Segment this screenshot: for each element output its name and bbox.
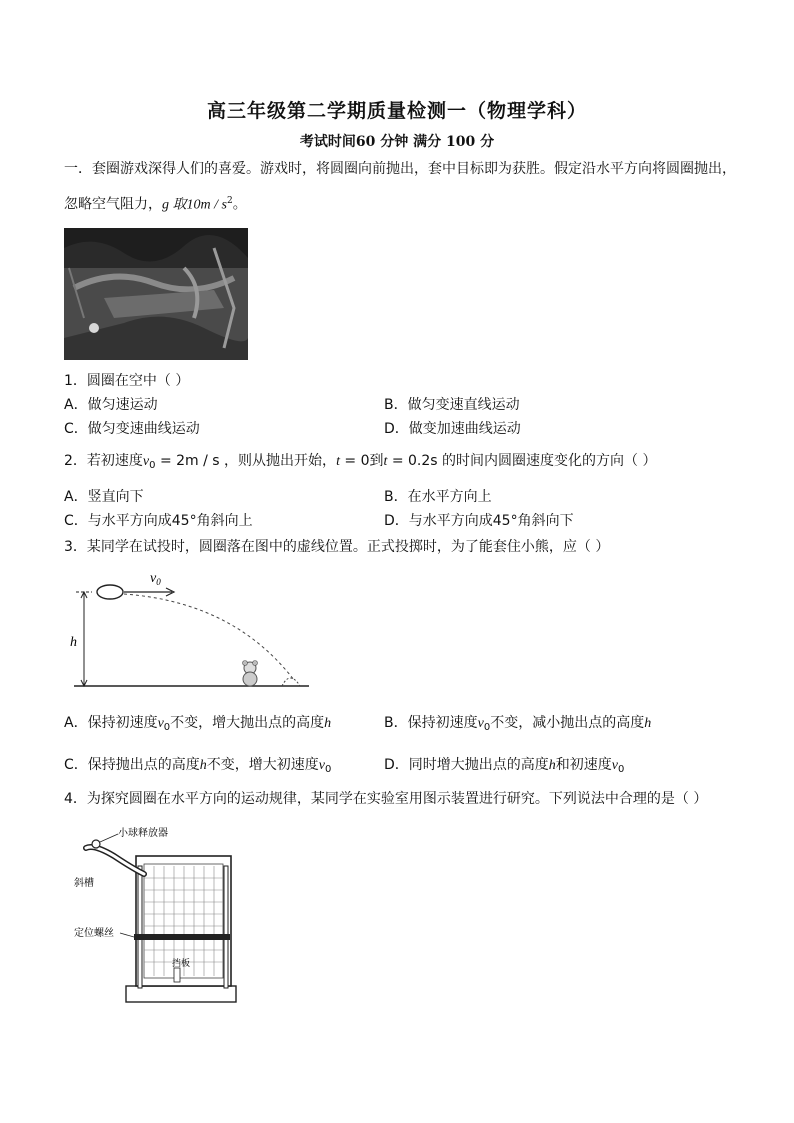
positioning-bar: [134, 934, 230, 940]
symbol-h: h: [644, 716, 652, 731]
stop-board: [174, 968, 180, 982]
superscript-2: 2: [226, 196, 233, 206]
ring: [97, 585, 123, 599]
label-ramp: 斜槽: [74, 878, 94, 889]
landing-ring: [282, 678, 300, 686]
ring-toss-photo-graphic: [64, 228, 248, 360]
label-h: h: [70, 635, 77, 650]
subscript-0: 0: [618, 764, 625, 775]
trajectory-path: [124, 594, 294, 680]
q1-option-b: B．做匀变速直线运动: [384, 397, 520, 413]
symbol-h: h: [324, 716, 332, 731]
q1-option-c: C．做匀变速曲线运动: [64, 421, 200, 437]
subscript-0: 0: [149, 460, 156, 471]
label-v0: $v_0$: [150, 571, 161, 587]
symbol-v: v: [611, 758, 618, 773]
symbol-v: v: [318, 758, 325, 773]
ball-release: [92, 840, 100, 848]
q3-option-b: B．保持初速度$v_0$不变，减小抛出点的高度h: [384, 715, 652, 733]
symbol-h: h: [199, 758, 207, 773]
exam-info: 考试时间60 分钟 满分 100 分: [299, 134, 495, 150]
q2-stem-part4: = 0.2s 的时间内圆圈速度变化的方向（ ）: [387, 453, 657, 469]
subscript-0: 0: [163, 722, 171, 733]
q2-stem-part2: = 2m / s ，则从抛出开始，: [155, 453, 337, 469]
symbol-v: v: [477, 716, 484, 731]
ring-toss-photo: [64, 228, 248, 360]
q2-stem-part3: = 0到: [339, 453, 384, 469]
symbol-v: v: [157, 716, 164, 731]
q2-option-d: D．与水平方向成45°角斜向下: [384, 513, 574, 529]
apparatus-diagram: [74, 826, 244, 1008]
q1-stem: 1．圆圈在空中（ ）: [64, 373, 190, 389]
symbol-h: h: [548, 758, 556, 773]
q3-option-d: D．同时增大抛出点的高度h和初速度$v_0$: [384, 757, 625, 775]
symbol-g: g: [162, 197, 169, 213]
q2-option-b: B．在水平方向上: [384, 489, 492, 505]
projectile-diagram: [64, 562, 324, 692]
subscript-0: 0: [483, 722, 491, 733]
q2-stem: [64, 452, 656, 475]
q1-option-a: A．做匀速运动: [64, 397, 158, 413]
label-board: 挡板: [172, 958, 191, 968]
section1-intro-line2: [64, 192, 247, 215]
q2-stem-part1: 2．若初速度: [64, 453, 143, 469]
q2-option-c: C．与水平方向成45°角斜向上: [64, 513, 253, 529]
symbol-v: v: [142, 454, 150, 469]
intro-g-value: 取10m / s: [169, 197, 227, 213]
q4-stem: 4．为探究圆圈在水平方向的运动规律，某同学在实验室用图示装置进行研究。下列说法中合理的是（ ）: [64, 791, 708, 807]
q3-option-c: C．保持抛出点的高度h不变，增大初速度$v_0$: [64, 757, 332, 775]
bear-figure: [243, 661, 258, 687]
q3-option-a: A．保持初速度$v_0$不变，增大抛出点的高度h: [64, 715, 332, 733]
q3-stem: 3．某同学在试投时，圆圈落在图中的虚线位置。正式投掷时，为了能套住小熊，应（ ）: [64, 539, 610, 555]
subscript-0: 0: [325, 764, 332, 775]
q1-option-d: D．做变加速曲线运动: [384, 421, 521, 437]
symbol-t: t: [336, 454, 340, 469]
q2-option-a: A．竖直向下: [64, 489, 144, 505]
intro-end: 。: [232, 196, 247, 213]
section1-intro-line1: 一．套圈游戏深得人们的喜爱。游戏时，将圆圈向前抛出，套中目标即为获胜。假定沿水平方向将圆圈抛出，: [64, 161, 736, 177]
page-title: 高三年级第二学期质量检测一（物理学科）: [206, 100, 587, 122]
label-release: 小球释放器: [118, 828, 168, 839]
label-wire: 定位螺丝: [74, 928, 114, 939]
symbol-t: t: [383, 454, 388, 469]
intro-text: 忽略空气阻力，: [64, 196, 162, 213]
